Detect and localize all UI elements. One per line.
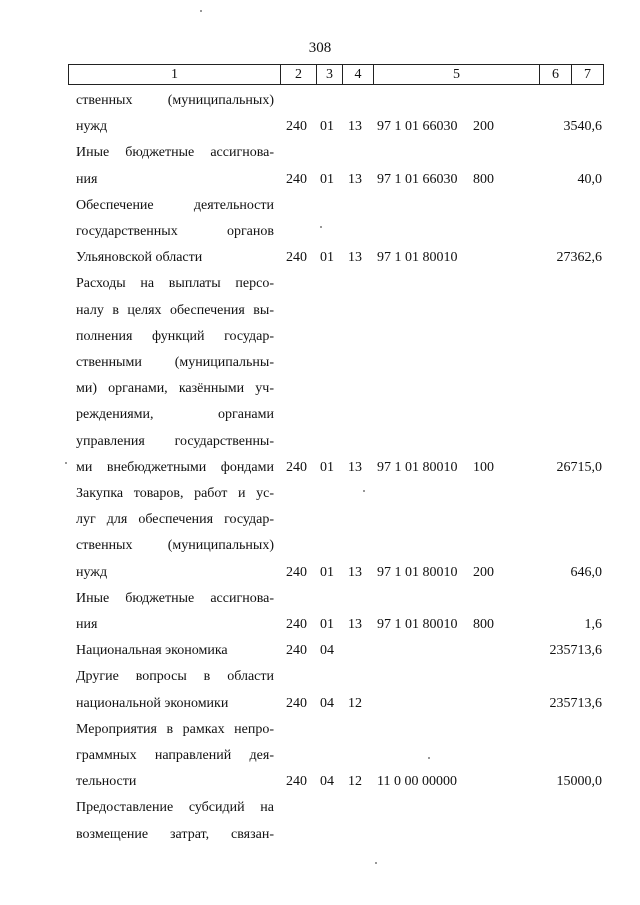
cell-5: 97 1 01 80010 <box>377 459 458 475</box>
row-text: граммных направлений дея- <box>76 748 274 763</box>
cell-5: 97 1 01 66030 <box>377 171 458 187</box>
cell-7: 27362,6 <box>556 250 602 266</box>
table-line <box>0 88 640 114</box>
table-line <box>0 140 640 166</box>
cell-5: 97 1 01 80010 <box>377 250 458 266</box>
row-text: управления государственны- <box>76 433 274 449</box>
cell-7: 1,6 <box>584 617 602 632</box>
column-header-1: 1 <box>171 67 178 82</box>
row-text: ния <box>76 617 98 632</box>
table-line <box>0 691 640 717</box>
row-text: национальной экономики <box>76 695 229 711</box>
table-line <box>0 376 640 402</box>
table-line <box>0 324 640 350</box>
row-text: ственных (муниципальных) <box>76 538 274 554</box>
cell-4: 13 <box>348 119 362 135</box>
cell-2: 240 <box>286 564 307 580</box>
row-text: реждениями, органами <box>76 407 274 423</box>
row-text: ми) органами, казёнными уч- <box>76 381 274 397</box>
cell-3: 01 <box>320 119 334 135</box>
row-text: государственных органов <box>76 224 274 239</box>
cell-4: 12 <box>348 774 362 790</box>
cell-4: 13 <box>348 617 362 632</box>
row-text: Расходы на выплаты персо- <box>76 276 274 292</box>
table-line <box>0 533 640 559</box>
table-line <box>0 429 640 455</box>
cell-6: 200 <box>473 119 494 135</box>
row-text: Ульяновской области <box>76 250 203 266</box>
cell-6: 100 <box>473 459 494 475</box>
row-text: Обеспечение деятельности <box>76 197 274 213</box>
cell-2: 240 <box>286 774 307 790</box>
cell-2: 240 <box>286 459 307 475</box>
column-header-3: 3 <box>316 65 342 84</box>
table-line <box>0 822 640 848</box>
table-line <box>0 743 640 769</box>
table-line <box>0 402 640 428</box>
cell-7: 3540,6 <box>563 119 602 135</box>
row-text: возмещение затрат, связан- <box>76 826 274 842</box>
row-text: Иные бюджетные ассигнова- <box>76 145 274 161</box>
row-text: налу в целях обеспечения вы- <box>76 302 274 318</box>
table-line <box>0 455 640 481</box>
column-header-4: 4 <box>342 65 373 84</box>
table-line <box>0 638 640 664</box>
row-text: ми внебюджетными фондами <box>76 459 274 475</box>
table-line <box>0 481 640 507</box>
column-header-7: 7 <box>571 65 603 84</box>
row-text: нужд <box>76 564 108 580</box>
cell-3: 01 <box>320 617 334 632</box>
table-line <box>0 114 640 140</box>
row-text: ния <box>76 171 98 187</box>
table-header <box>68 64 604 85</box>
scan-speck <box>65 462 67 464</box>
cell-7: 40,0 <box>577 171 602 187</box>
cell-7: 235713,6 <box>549 695 602 711</box>
table-line <box>0 664 640 690</box>
row-text: тельности <box>76 774 137 790</box>
scan-speck <box>375 862 377 864</box>
row-text: полнения функций государ- <box>76 328 274 344</box>
row-text: Национальная экономика <box>76 643 228 659</box>
column-header-5: 5 <box>373 65 539 84</box>
table-line <box>0 717 640 743</box>
cell-3: 01 <box>320 171 334 187</box>
scan-speck <box>320 226 322 228</box>
cell-6: 200 <box>473 564 494 580</box>
cell-6: 800 <box>473 171 494 187</box>
cell-3: 04 <box>320 695 334 711</box>
row-text: ственных (муниципальных) <box>76 93 274 108</box>
row-text: Другие вопросы в области <box>76 669 274 685</box>
row-text: ственными (муниципальны- <box>76 355 274 370</box>
cell-2: 240 <box>286 617 307 632</box>
table-line <box>0 560 640 586</box>
column-header-2: 2 <box>280 65 316 84</box>
table-line <box>0 795 640 821</box>
cell-5: 11 0 00 00000 <box>377 774 457 790</box>
cell-4: 13 <box>348 564 362 580</box>
cell-2: 240 <box>286 119 307 135</box>
cell-3: 01 <box>320 250 334 266</box>
cell-4: 13 <box>348 459 362 475</box>
table-line <box>0 271 640 297</box>
cell-7: 646,0 <box>570 564 602 580</box>
table-line <box>0 167 640 193</box>
table-line <box>0 586 640 612</box>
cell-7: 15000,0 <box>556 774 602 790</box>
table-line <box>0 219 640 245</box>
cell-3: 04 <box>320 643 334 659</box>
row-text: луг для обеспечения государ- <box>76 512 274 528</box>
row-text: Иные бюджетные ассигнова- <box>76 590 274 606</box>
table-line <box>0 612 640 638</box>
cell-3: 04 <box>320 774 334 790</box>
table-line <box>0 245 640 271</box>
cell-2: 240 <box>286 643 307 659</box>
row-text: Предоставление субсидий на <box>76 800 274 816</box>
scan-speck <box>428 757 430 759</box>
cell-2: 240 <box>286 250 307 266</box>
cell-4: 12 <box>348 695 362 711</box>
cell-2: 240 <box>286 171 307 187</box>
row-text: Закупка товаров, работ и ус- <box>76 486 274 501</box>
row-text: Мероприятия в рамках непро- <box>76 721 274 737</box>
cell-5: 97 1 01 80010 <box>377 564 458 580</box>
scan-speck <box>363 490 365 492</box>
table-line <box>0 298 640 324</box>
scan-speck <box>200 10 202 12</box>
cell-7: 235713,6 <box>549 643 602 659</box>
cell-6: 800 <box>473 617 494 632</box>
page-number: 308 <box>308 40 332 56</box>
table-line <box>0 507 640 533</box>
table-line <box>0 193 640 219</box>
cell-5: 97 1 01 80010 <box>377 617 458 632</box>
column-header-6: 6 <box>539 65 571 84</box>
cell-3: 01 <box>320 564 334 580</box>
cell-7: 26715,0 <box>556 459 602 475</box>
table-line <box>0 350 640 376</box>
cell-3: 01 <box>320 459 334 475</box>
cell-4: 13 <box>348 250 362 266</box>
cell-5: 97 1 01 66030 <box>377 119 458 135</box>
cell-2: 240 <box>286 695 307 711</box>
cell-4: 13 <box>348 171 362 187</box>
table-line <box>0 769 640 795</box>
row-text: нужд <box>76 119 108 135</box>
